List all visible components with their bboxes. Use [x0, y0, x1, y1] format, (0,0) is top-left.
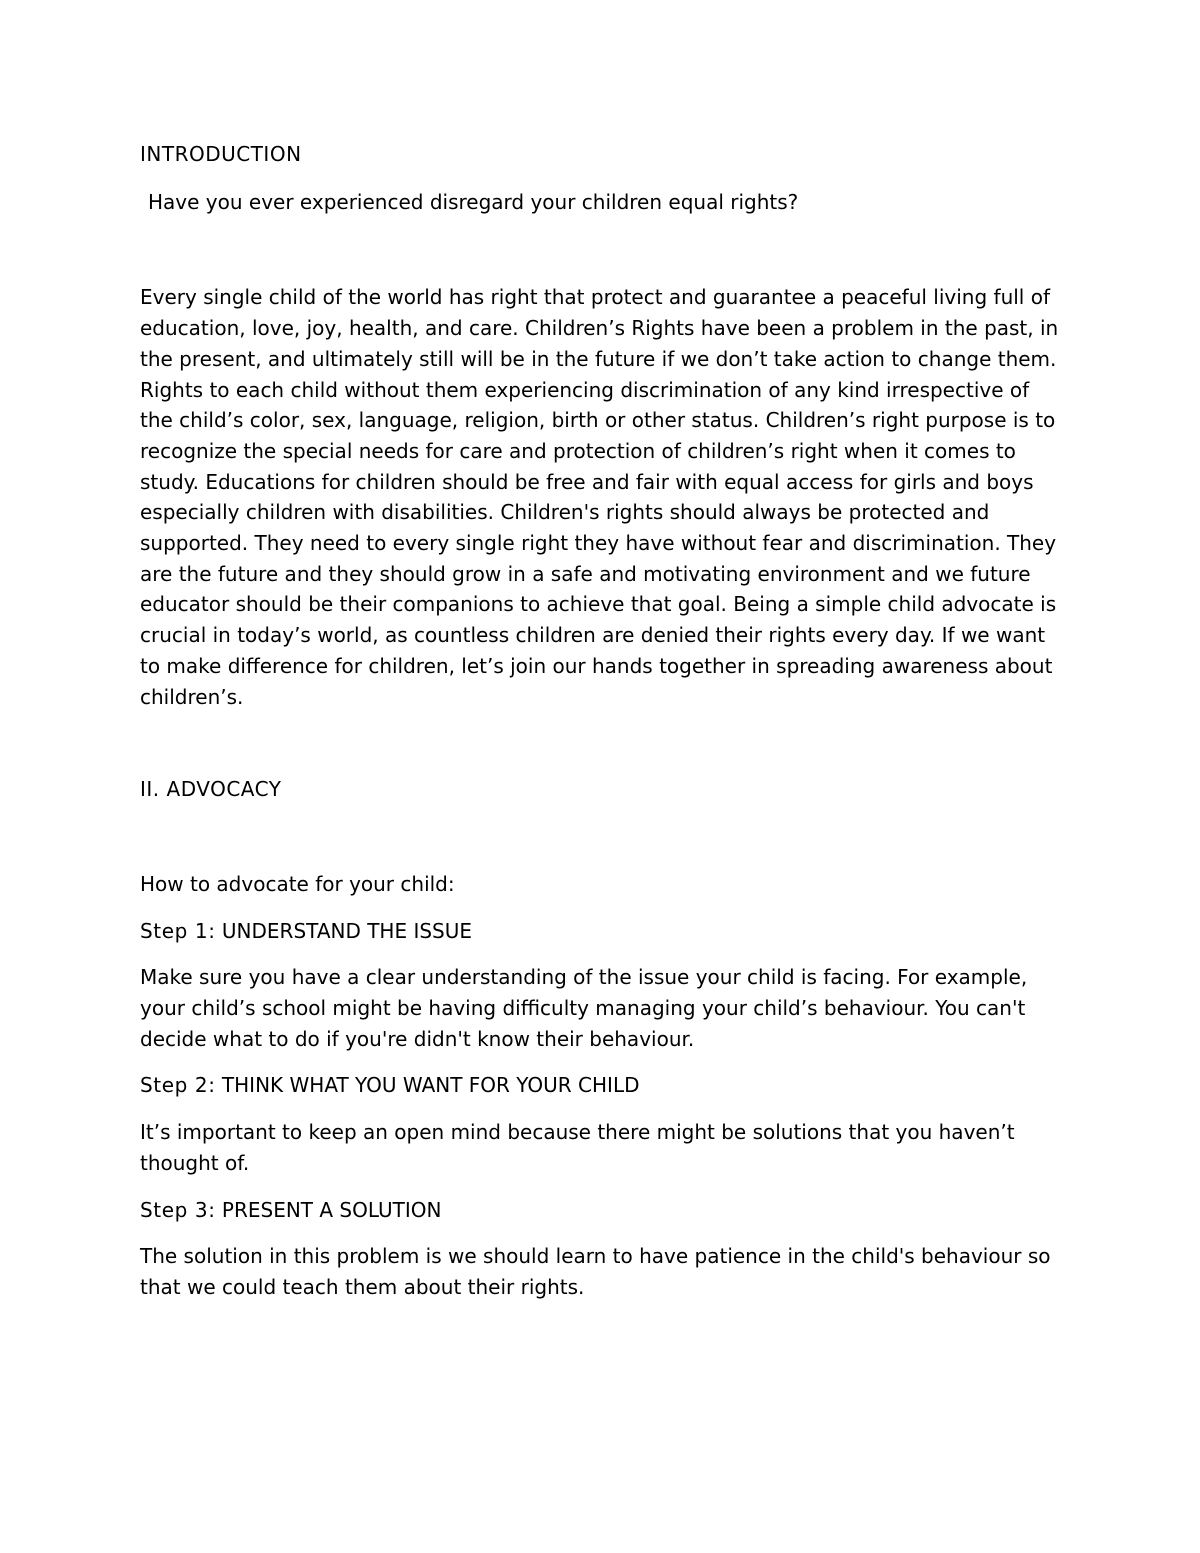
introduction-question: Have you ever experienced disregard your children equal rights? [148, 189, 799, 214]
step-2-heading: THINK WHAT YOU WANT FOR YOUR CHILD [221, 1073, 640, 1098]
step-1-label: Step 1: [140, 918, 216, 943]
step-2-title [140, 1070, 1060, 1101]
how-to-advocate-line: How to advocate for your child: [140, 871, 455, 896]
step-2-label: Step 2: [140, 1073, 216, 1098]
advocacy-heading: II. ADVOCACY [140, 777, 282, 802]
document-body [140, 139, 1060, 1319]
step-1-title [140, 916, 1060, 947]
introduction-paragraph: Every single child of the world has right that protect and guarantee a peaceful living full of education, love, joy, health, and care. Children’s Rights have been a problem in the past, in the present, and ultimately still will be in the future if we don’t take action to change them. Rights to each child without them experiencing discrimination of any kind irrespective of the child’s color, sex, language, religion, birth or other status. Children’s right purpose is to recognize the special needs for care and protection of children’s right when it comes to study. Educations for children should be free and fair with equal access for girls and boys especially children with disabilities. Children's rights should always be protected and supported. They need to every single right they have without fear and discrimination. They are the future and they should grow in a safe and motivating environment and we future educator should be their companions to achieve that goal. Being a simple child advocate is crucial in today’s world, as countless children are denied their rights every day. If we want to make difference for children, let’s join our hands together in spreading awareness about children’s. [140, 285, 1059, 709]
step-1-body: Make sure you have a clear understanding of the issue your child is facing. For example, your child’s school might be having difficulty managing your child’s behaviour. You can't decide what to do if you're didn't know their behaviour. [140, 965, 1028, 1051]
step-3-heading: PRESENT A SOLUTION [221, 1197, 442, 1222]
introduction-heading: INTRODUCTION [140, 142, 302, 166]
step-3-title [140, 1195, 1060, 1226]
step-3-label: Step 3: [140, 1197, 216, 1222]
step-1-heading: UNDERSTAND THE ISSUE [221, 918, 473, 943]
step-2-body: It’s important to keep an open mind because there might be solutions that you haven’t thought of. [140, 1120, 1015, 1175]
step-3-body: The solution in this problem is we should learn to have patience in the child's behaviour so that we could teach them about their rights. [140, 1244, 1051, 1299]
